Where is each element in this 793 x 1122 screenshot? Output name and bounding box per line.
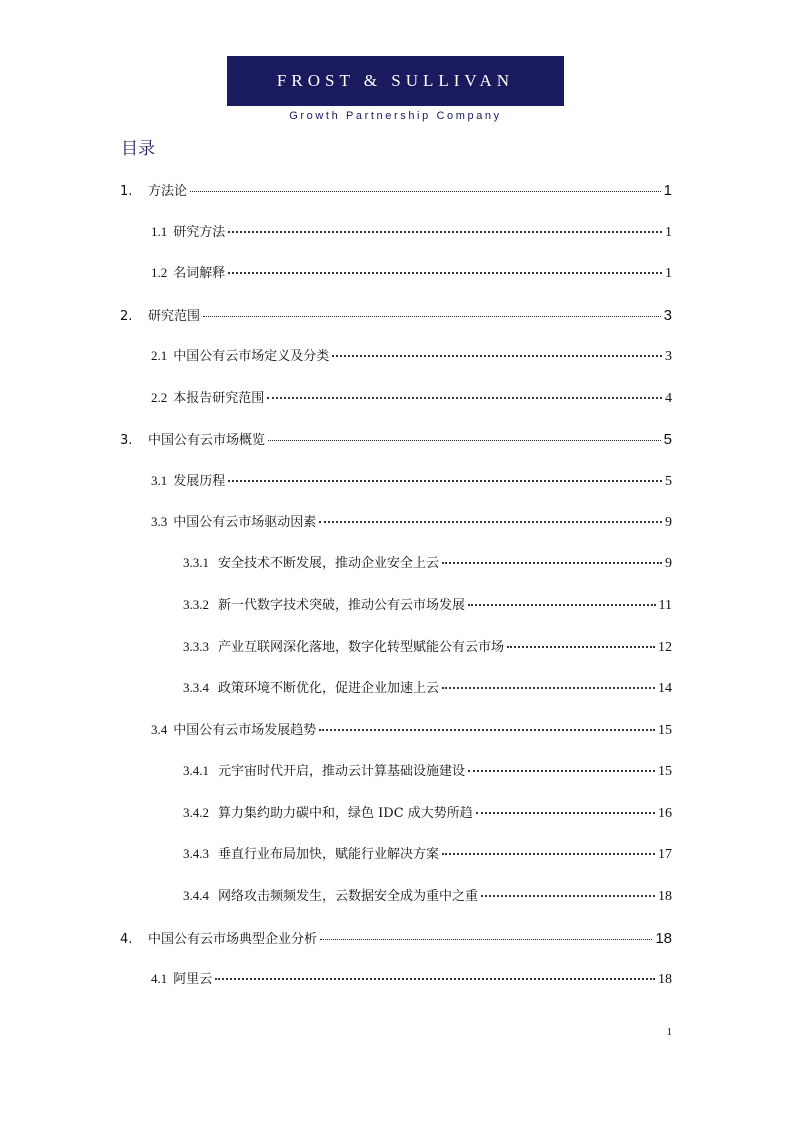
toc-entry-label: 政策环境不断优化，促进企业加速上云 (218, 681, 440, 696)
toc-entry-3-3-3[interactable] (183, 636, 672, 656)
toc-entry-label: 中国公有云市场驱动因素 (173, 515, 317, 530)
dot-leader (228, 479, 662, 482)
toc-entry-label: 产业互联网深化落地，数字化转型赋能公有云市场 (218, 640, 505, 655)
toc-entry-number: 2.2 (151, 390, 168, 405)
dot-leader (476, 811, 655, 814)
toc-entry-label: 安全技术不断发展，推动企业安全上云 (218, 556, 440, 571)
toc-entry-number: 2. (120, 309, 133, 324)
logo-box (227, 56, 564, 106)
toc-entry-number: 4.1 (151, 971, 168, 986)
toc-entry-label: 新一代数字技术突破，推动公有云市场发展 (218, 598, 466, 613)
toc-entry-page: 3 (665, 349, 672, 364)
toc-entry-number: 3.4 (151, 722, 168, 737)
toc-entry-page: 18 (658, 889, 672, 904)
toc-entry-page: 15 (658, 723, 672, 738)
toc-entry-number: 3.4.2 (183, 805, 209, 820)
dot-leader (190, 190, 661, 192)
toc-entry-1-2[interactable] (151, 262, 672, 282)
toc-entry-3-4-4[interactable] (183, 885, 672, 905)
toc-entry-2[interactable] (120, 305, 672, 324)
toc-entry-page: 18 (655, 930, 672, 947)
toc-entry-1[interactable] (120, 180, 672, 199)
toc-entry-label: 本报告研究范围 (173, 391, 265, 406)
toc-entry-3-3-1[interactable] (183, 552, 672, 572)
toc-entry-number: 1. (120, 184, 133, 199)
toc-entry-label: 研究范围 (148, 309, 201, 324)
toc-entry-page: 15 (658, 764, 672, 779)
toc-entry-2-2[interactable] (151, 387, 672, 407)
toc-entry-4-1[interactable] (151, 968, 672, 988)
toc-entry-label: 名词解释 (173, 266, 226, 281)
toc-entry-number: 2.1 (151, 348, 168, 363)
toc-entry-page: 5 (663, 431, 672, 448)
dot-leader (507, 645, 655, 648)
toc-entry-number: 3.3 (151, 514, 168, 529)
dot-leader (468, 769, 655, 772)
toc-entry-number: 4. (120, 932, 133, 947)
dot-leader (228, 271, 662, 274)
toc-entry-page: 16 (658, 806, 672, 821)
toc-entry-label: 元宇宙时代开启，推动云计算基础设施建设 (218, 764, 466, 779)
dot-leader (442, 852, 655, 855)
toc-entry-page: 1 (665, 225, 672, 240)
dot-leader (481, 894, 655, 897)
toc-entry-page: 1 (665, 266, 672, 281)
toc-entry-page: 12 (658, 640, 672, 655)
dot-leader (320, 938, 652, 940)
toc-entry-number: 1.2 (151, 265, 168, 280)
dot-leader (468, 603, 656, 606)
toc-entry-label: 垂直行业布局加快，赋能行业解决方案 (218, 847, 440, 862)
toc-entry-3-3-2[interactable] (183, 594, 672, 614)
dot-leader (268, 439, 661, 441)
toc-entry-3-3-4[interactable] (183, 677, 672, 697)
page-number: 1 (666, 1026, 672, 1038)
toc-entry-number: 3.1 (151, 473, 168, 488)
toc-entry-3-4[interactable] (151, 719, 672, 739)
toc-entry-number: 3. (120, 433, 133, 448)
toc-entry-page: 4 (665, 391, 672, 406)
toc-entry-page: 17 (658, 847, 672, 862)
toc-entry-3-4-1[interactable] (183, 760, 672, 780)
toc-entry-3-3[interactable] (151, 511, 672, 531)
toc-entry-page: 3 (663, 307, 672, 324)
toc-entry-3[interactable] (120, 429, 672, 448)
toc-entry-page: 11 (658, 598, 672, 613)
dot-leader (332, 354, 662, 357)
toc-entry-number: 3.4.1 (183, 763, 209, 778)
toc-entry-label: 方法论 (148, 184, 188, 199)
toc-entry-label: 中国公有云市场定义及分类 (173, 349, 330, 364)
dot-leader (215, 977, 655, 980)
toc-entry-1-1[interactable] (151, 221, 672, 241)
dot-leader (442, 686, 655, 689)
toc-entry-number: 3.3.2 (183, 597, 209, 612)
toc-entry-2-1[interactable] (151, 345, 672, 365)
toc-entry-page: 5 (665, 474, 672, 489)
dot-leader (228, 230, 662, 233)
toc-entry-3-1[interactable] (151, 470, 672, 490)
toc-entry-label: 发展历程 (173, 474, 226, 489)
toc-entry-3-4-3[interactable] (183, 843, 672, 863)
toc-entry-number: 3.3.4 (183, 680, 209, 695)
toc-entry-page: 18 (658, 972, 672, 987)
toc-entry-page: 9 (665, 515, 672, 530)
toc-entry-label: 阿里云 (173, 972, 213, 987)
logo-text: FROST & SULLIVAN (276, 71, 515, 90)
logo-tagline: Growth Partnership Company (289, 110, 502, 122)
dot-leader (319, 728, 655, 731)
toc-entry-page: 14 (658, 681, 672, 696)
toc-entry-4[interactable] (120, 928, 672, 947)
toc-entry-label: 中国公有云市场发展趋势 (173, 723, 317, 738)
dot-leader (267, 396, 662, 399)
toc-entry-3-4-2[interactable] (183, 802, 672, 822)
dot-leader (442, 561, 662, 564)
toc-entry-number: 3.3.1 (183, 555, 209, 570)
toc-entry-label: 中国公有云市场典型企业分析 (148, 932, 318, 947)
toc-entry-label: 网络攻击频频发生，云数据安全成为重中之重 (218, 889, 479, 904)
toc-entry-number: 3.3.3 (183, 639, 209, 654)
toc-entry-page: 9 (665, 556, 672, 571)
toc-entry-label: 中国公有云市场概览 (148, 433, 266, 448)
toc-entry-label: 研究方法 (173, 225, 226, 240)
dot-leader (203, 315, 661, 317)
toc-entry-number: 3.4.3 (183, 846, 209, 861)
toc-entry-page: 1 (663, 182, 672, 199)
toc-entry-number: 1.1 (151, 224, 168, 239)
toc-entry-number: 3.4.4 (183, 888, 209, 903)
dot-leader (319, 520, 662, 523)
toc-title: 目录 (121, 139, 155, 159)
toc-entry-label: 算力集约助力碳中和，绿色 IDC 成大势所趋 (218, 806, 473, 821)
